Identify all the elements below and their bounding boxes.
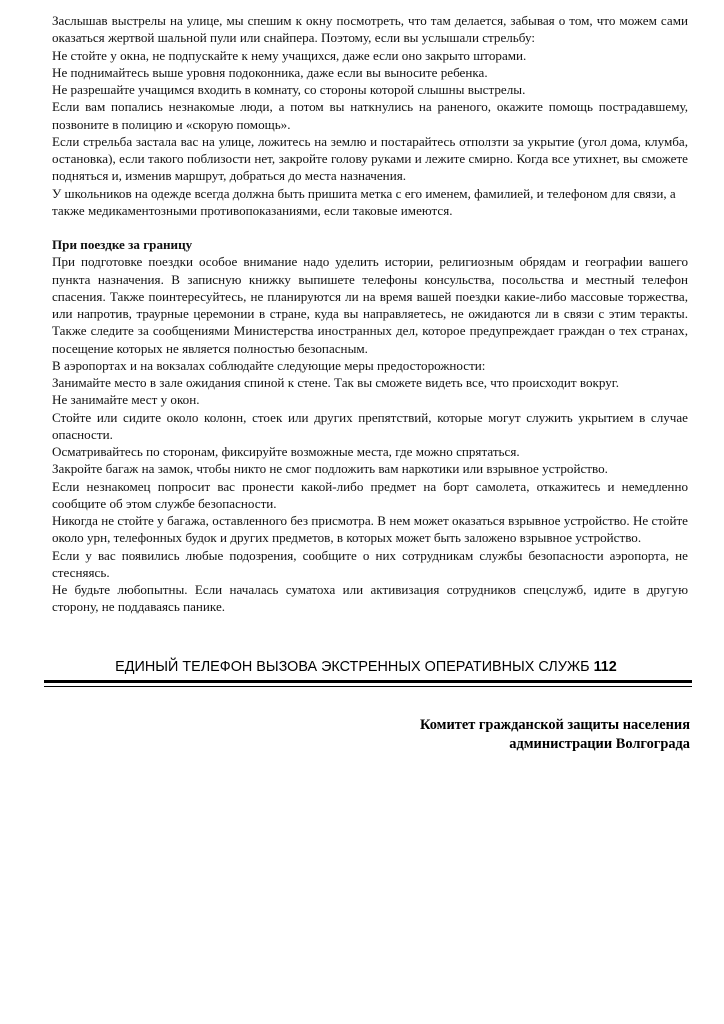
paragraph: Если незнакомец попросит вас пронести какой-либо предмет на борт самолета, откажитесь и немедленно сообщите об этом службе безопасности.: [52, 478, 688, 511]
paragraph: Не будьте любопытны. Если началась суматоха или активизация сотрудников спецслужб, идите в другую сторону, не поддаваясь панике.: [52, 582, 688, 615]
paragraph: Стойте или сидите около колонн, стоек или других препятствий, которые могут служить укрытием в случае опасности.: [52, 409, 688, 442]
paragraph: Осматривайтесь по сторонам, фиксируйте возможные места, где можно спрятаться.: [52, 444, 520, 459]
paragraph: Не стойте у окна, не подпускайте к нему учащихся, даже если оно закрыто шторами.: [52, 47, 527, 63]
hotline-number: 112: [593, 659, 617, 675]
paragraph: Если стрельба застала вас на улице, ложитесь на землю и постарайтесь отползти за укрытие (угол дома, клумба, остановка), если такого поблизости нет, закройте голову руками и лежите смирно. Когда все утихнет, вы сможете подняться и, изменив маршрут, добраться до места назначения.: [52, 133, 688, 184]
paragraph: Не занимайте мест у окон.: [52, 392, 200, 408]
paragraph: У школьников на одежде всегда должна быть пришита метка с его именем, фамилией, и телефоном для связи, а также медикаментозными противопоказаниями, если таковые имеются.: [52, 185, 676, 218]
paragraph: Не поднимайтесь выше уровня подоконника, даже если вы выносите ребенка.: [52, 64, 488, 80]
paragraph: Если у вас появились любые подозрения, сообщите о них сотрудникам службы безопасности аэропорта, не стесняясь.: [52, 547, 688, 580]
paragraph: Занимайте место в зале ожидания спиной к стене. Так вы сможете видеть все, что происходит вокруг.: [52, 375, 619, 390]
document-body: [52, 12, 688, 616]
emergency-hotline: [40, 659, 692, 675]
organization-signature: [270, 716, 690, 754]
paragraph: В аэропортах и на вокзалах соблюдайте следующие меры предосторожности:: [52, 357, 486, 373]
travel-abroad-section: [52, 253, 688, 615]
paragraph: Закройте багаж на замок, чтобы никто не смог подложить вам наркотики или взрывное устройство.: [52, 461, 608, 477]
footer-divider-thick: [44, 680, 692, 683]
paragraph: При подготовке поездки особое внимание надо уделить истории, религиозным обрядам и географии вашего пункта назначения. В записную книжку выпишете телефоны консульства, посольства и местный телефон спасения. Также поинтересуйтесь, не планируются ли на время вашей поездки какие-либо массовые торжества, или напротив, траурные церемонии в стране, куда вы направляетесь, не ожидаются ли в связи с этим теракты. Также следите за сообщениями Министерства иностранных дел, которое предупреждает граждан о тех странах, посещение которых не является полностью безопасным.: [52, 254, 688, 356]
paragraph: Если вам попались незнакомые люди, а потом вы наткнулись на раненого, окажите помощь пострадавшему, позвоните в полицию и «скорую помощь».: [52, 99, 688, 132]
paragraph: Заслышав выстрелы на улице, мы спешим к окну посмотреть, что там делается, забывая о том, что можем сами оказаться жертвой шальной пули или снайпера. Поэтому, если вы услышали стрельбу:: [52, 13, 688, 46]
paragraph: Не разрешайте учащимся входить в комнату, со стороны которой слышны выстрелы.: [52, 82, 526, 97]
org-line-2: администрации Волгограда: [509, 736, 690, 752]
hotline-text: ЕДИНЫЙ ТЕЛЕФОН ВЫЗОВА ЭКСТРЕННЫХ ОПЕРАТИВНЫХ СЛУЖБ: [115, 659, 594, 675]
paragraph: Никогда не стойте у багажа, оставленного без присмотра. В нем может оказаться взрывное устройство. Не стойте около урн, телефонных будок и других предметов, в которых может быть заложено взрывное устройство.: [52, 513, 688, 546]
footer-divider-thin: [44, 686, 692, 687]
org-line-1: Комитет гражданской защиты населения: [420, 717, 690, 733]
section-heading: При поездке за границу: [52, 237, 193, 252]
shooting-safety-section: [52, 12, 688, 219]
